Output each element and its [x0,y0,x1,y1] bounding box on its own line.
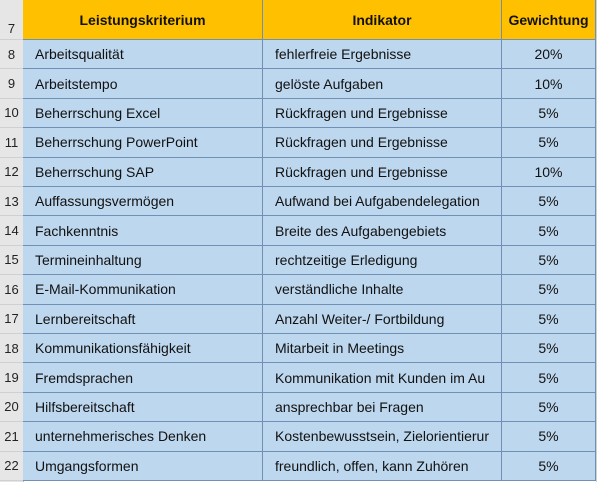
table-cell-indicator[interactable]: Kostenbewusstsein, Zielorientierur [263,422,502,451]
table-cell-indicator[interactable]: Breite des Aufgabengebiets [263,216,502,245]
table-cell-criterion[interactable]: Beherrschung SAP [23,158,263,187]
table-cell-criterion[interactable]: Arbeitstempo [23,69,263,98]
table-cell-weight[interactable]: 5% [502,187,596,216]
table-cell-criterion[interactable]: E-Mail-Kommunikation [23,275,263,304]
table-cell-indicator[interactable]: ansprechbar bei Fragen [263,393,502,422]
table-cell-weight[interactable]: 10% [502,158,596,187]
row-number[interactable]: 10 [0,99,23,128]
header-cell-indicator[interactable]: Indikator [263,0,502,40]
row-number[interactable]: 14 [0,216,23,245]
row-number[interactable]: 12 [0,158,23,187]
table-cell-indicator[interactable]: Rückfragen und Ergebnisse [263,128,502,157]
row-number[interactable]: 15 [0,246,23,275]
header-cell-criterion[interactable]: Leistungskriterium [23,0,263,40]
row-number-column [0,0,24,482]
table-cell-criterion[interactable]: Fremdsprachen [23,363,263,392]
table-cell-weight[interactable]: 5% [502,393,596,422]
table-cell-weight[interactable]: 5% [502,275,596,304]
table-cell-indicator[interactable]: rechtzeitige Erledigung [263,246,502,275]
row-number[interactable]: 19 [0,363,23,392]
row-number[interactable]: 20 [0,393,23,422]
row-number[interactable]: 8 [0,40,23,69]
table-cell-criterion[interactable]: Arbeitsqualität [23,40,263,69]
table-cell-indicator[interactable]: fehlerfreie Ergebnisse [263,40,502,69]
table-cell-indicator[interactable]: Aufwand bei Aufgabendelegation [263,187,502,216]
next-column-edge[interactable] [596,0,600,482]
table-cell-criterion[interactable]: Auffassungsvermögen [23,187,263,216]
table-cell-criterion[interactable]: Umgangsformen [23,452,263,481]
row-number[interactable]: 17 [0,305,23,334]
table-cell-criterion[interactable]: Hilfsbereitschaft [23,393,263,422]
table-cell-weight[interactable]: 20% [502,40,596,69]
table-cell-indicator[interactable]: freundlich, offen, kann Zuhören [263,452,502,481]
row-number[interactable]: 16 [0,275,23,304]
table-cell-weight[interactable]: 5% [502,246,596,275]
row-number[interactable]: 11 [0,128,23,157]
table-cell-criterion[interactable]: Fachkenntnis [23,216,263,245]
row-number[interactable]: 13 [0,187,23,216]
table-cell-weight[interactable]: 5% [502,422,596,451]
table-cell-indicator[interactable]: Mitarbeit in Meetings [263,334,502,363]
header-cell-weight[interactable]: Gewichtung [502,0,596,40]
table-cell-criterion[interactable]: Beherrschung PowerPoint [23,128,263,157]
table-cell-indicator[interactable]: Kommunikation mit Kunden im Au [263,363,502,392]
table-cell-weight[interactable]: 5% [502,128,596,157]
row-number[interactable]: 21 [0,422,23,451]
table-cell-criterion[interactable]: Termineinhaltung [23,246,263,275]
table-cell-weight[interactable]: 10% [502,69,596,98]
table-cell-criterion[interactable]: Kommunikationsfähigkeit [23,334,263,363]
table-cell-criterion[interactable]: Lernbereitschaft [23,305,263,334]
table-cell-indicator[interactable]: gelöste Aufgaben [263,69,502,98]
table-cell-criterion[interactable]: unternehmerisches Denken [23,422,263,451]
table-cell-weight[interactable]: 5% [502,452,596,481]
table-cell-indicator[interactable]: Rückfragen und Ergebnisse [263,99,502,128]
table-cell-indicator[interactable]: Rückfragen und Ergebnisse [263,158,502,187]
row-number[interactable]: 22 [0,452,23,481]
row-number[interactable]: 18 [0,334,23,363]
row-number[interactable]: 7 [0,0,23,40]
table-cell-weight[interactable]: 5% [502,99,596,128]
row-number[interactable]: 9 [0,69,23,98]
table-cell-indicator[interactable]: Anzahl Weiter-/ Fortbildung [263,305,502,334]
table-cell-weight[interactable]: 5% [502,334,596,363]
table-cell-indicator[interactable]: verständliche Inhalte [263,275,502,304]
table-cell-weight[interactable]: 5% [502,216,596,245]
table-cell-criterion[interactable]: Beherrschung Excel [23,99,263,128]
table-cell-weight[interactable]: 5% [502,305,596,334]
table-cell-weight[interactable]: 5% [502,363,596,392]
